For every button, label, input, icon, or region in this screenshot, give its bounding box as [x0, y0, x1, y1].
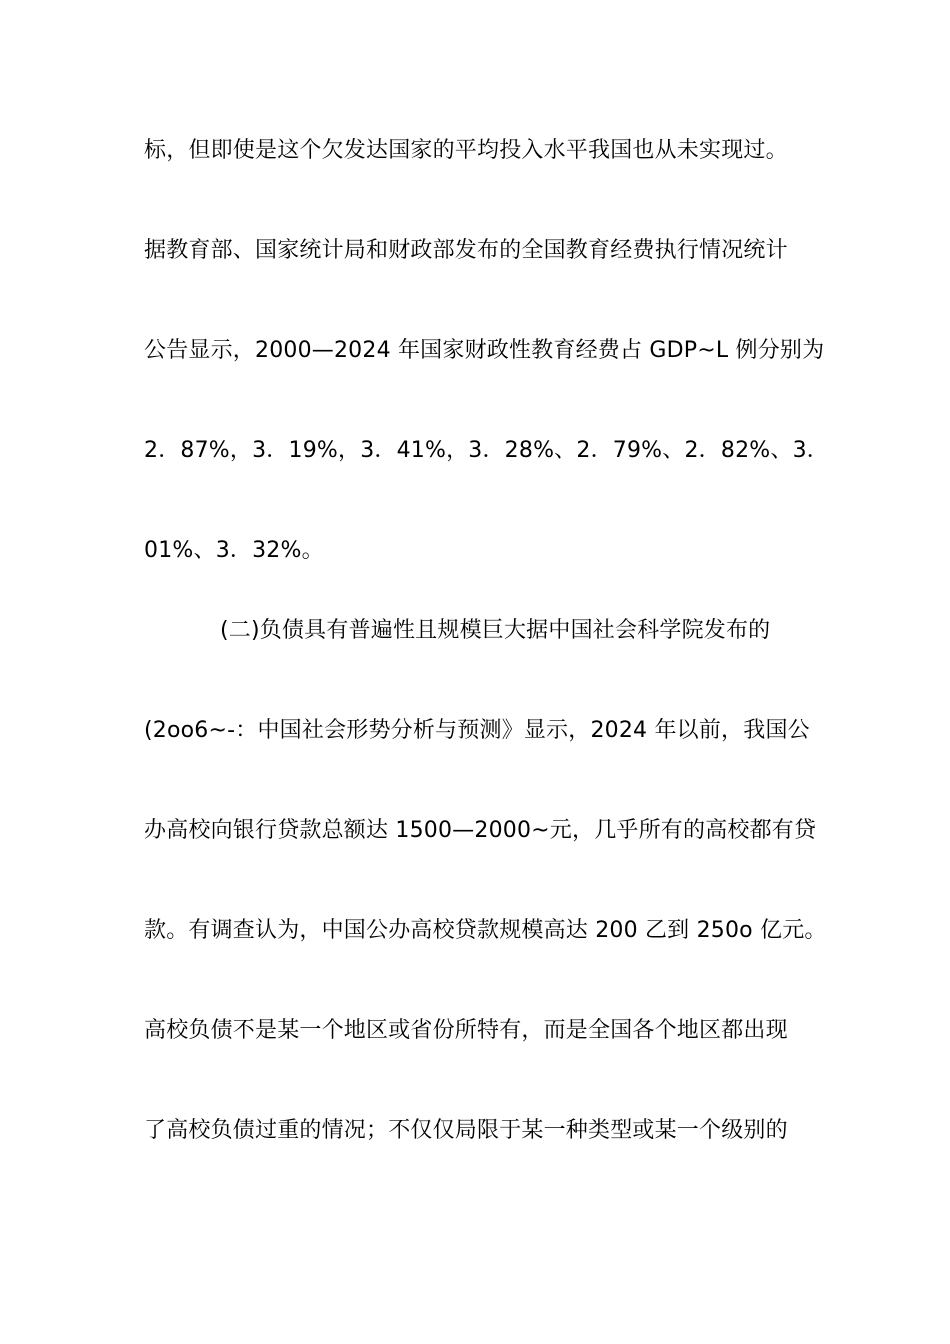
text-line-9: 款。有调查认为，中国公办高校贷款规模高达 200 乙到 250o 亿元。: [144, 918, 827, 943]
text-line-3: 公告显示，2000—2024 年国家财政性教育经费占 GDP~L 例分别为: [144, 338, 825, 363]
text-line-11: 了高校负债过重的情况；不仅仅局限于某一种类型或某一个级别的: [144, 1118, 788, 1143]
text-line-2: 据教育部、国家统计局和财政部发布的全国教育经费执行情况统计: [144, 238, 788, 263]
text-line-8: 办高校向银行贷款总额达 1500—2000~元，几乎所有的高校都有贷: [144, 818, 817, 843]
text-line-1: 标，但即使是这个欠发达国家的平均投入水平我国也从未实现过。: [144, 138, 788, 163]
text-line-4: 2．87%，3．19%，3．41%，3．28%、2．79%、2．82%、3．: [144, 438, 829, 463]
section-heading-line: (二)负债具有普遍性且规模巨大据中国社会科学院发布的: [220, 618, 771, 643]
text-line-10: 高校负债不是某一个地区或省份所特有，而是全国各个地区都出现: [144, 1018, 788, 1043]
text-line-5: 01%、3．32%。: [144, 538, 324, 563]
text-line-7: (2oo6~-：中国社会形势分析与预测》显示，2024 年以前，我国公: [144, 718, 810, 743]
